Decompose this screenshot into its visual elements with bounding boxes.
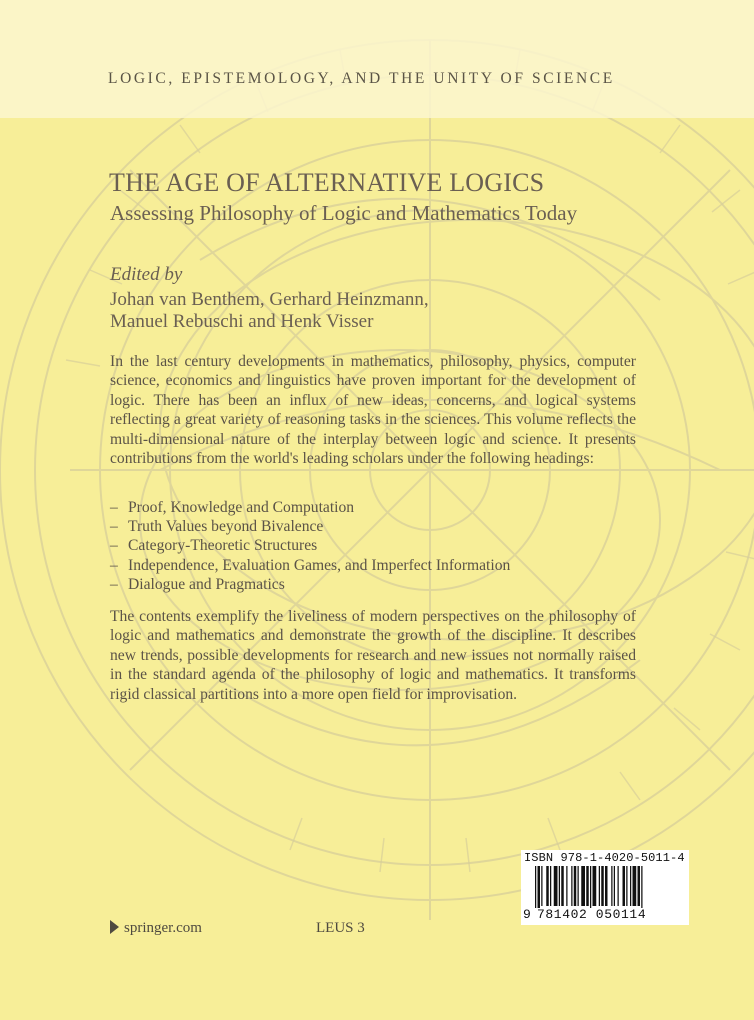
isbn-label: ISBN 978-1-4020-5011-4 [524,851,685,865]
barcode-bar [559,866,560,906]
publisher-link[interactable] [110,920,202,937]
barcode-bar [578,866,579,906]
editors-line: Manuel Rebuschi and Henk Visser [110,311,374,332]
barcode-bar [611,866,612,906]
barcode-bar [554,866,558,906]
dash-marker: – [110,537,118,555]
barcode-bar [541,866,542,906]
barcode-bar [574,866,577,906]
barcode-bar [599,866,600,906]
barcode-bar [550,866,551,906]
barcode-bar [590,866,591,908]
heading-text: Independence, Evaluation Games, and Imperfect Information [128,556,511,574]
barcode-bar [538,866,541,908]
book-subtitle: Assessing Philosophy of Logic and Mathematics Today [110,201,578,225]
barcode-bar [626,866,627,906]
heading-text: Truth Values beyond Bivalence [128,518,324,536]
barcode-bar [641,866,642,908]
barcode-bar [630,866,631,906]
editors-list [110,289,429,333]
description-paragraph: In the last century developments in mathematics, philosophy, physics, computer science, economics and linguistics have proven important for the development of logic. There has been an influx of new ideas, concerns, and logical systems reflecting a great variety of reasoning tasks in the sciences. This volume reflects the multi-dimensional nature of the interplay between logic and science. It presents contributions from the world's leading scholars under the following headings: [110,353,636,468]
list-item [110,517,670,536]
barcode-bar [601,866,604,906]
barcode-bar [581,866,585,906]
barcode-bar [614,866,615,906]
dash-marker: – [110,499,118,516]
book-title: THE AGE OF ALTERNATIVE LOGICS [109,168,545,197]
barcode-bar [561,866,564,906]
list-item [110,498,670,517]
barcode-bar [571,866,572,906]
barcode-number: 781402 050114 [537,907,647,922]
barcode-bar [535,866,536,908]
editors-line: Johan van Benthem, Gerhard Heinzmann, [110,289,429,310]
isbn-barcode [521,850,689,925]
list-item [110,556,670,575]
dash-marker: – [110,518,118,536]
heading-text: Dialogue and Pragmatics [128,575,285,593]
list-item [110,536,670,555]
barcode-lead-digit: 9 [523,907,531,922]
list-item [110,575,670,594]
barcode-bar [623,866,626,906]
publisher-url: springer.com [124,920,202,936]
chevron-right-icon [110,920,119,934]
barcode-bar [605,866,608,906]
barcode-bar [586,866,589,906]
barcode-bar [633,866,637,906]
barcode-bars [521,866,689,908]
barcode-bar [593,866,597,906]
heading-text: Proof, Knowledge and Computation [128,499,355,516]
summary-paragraph: The contents exemplify the liveliness of modern perspectives on the philosophy of logic and mathematics and demonstrate the growth of the discipline. It describes new trends, possible developments for research and new issues not normally raised in the standard agenda of the philosophy of logic and mathematics. It transforms rigid classical partitions into a more open field for improvisation. [110,608,636,703]
barcode-bar [566,866,567,906]
heading-text: Category-Theoretic Structures [128,537,318,555]
dash-marker: – [110,575,118,593]
barcode-bar [618,866,619,906]
headings-list [110,498,670,594]
barcode-bar [638,866,641,906]
series-title: LOGIC, EPISTEMOLOGY, AND THE UNITY OF SCIENCE [108,70,615,87]
series-number: LEUS 3 [316,920,365,936]
edited-by-label: Edited by [110,264,183,285]
header-band [0,0,754,118]
dash-marker: – [110,556,118,574]
barcode-bar [546,866,549,906]
